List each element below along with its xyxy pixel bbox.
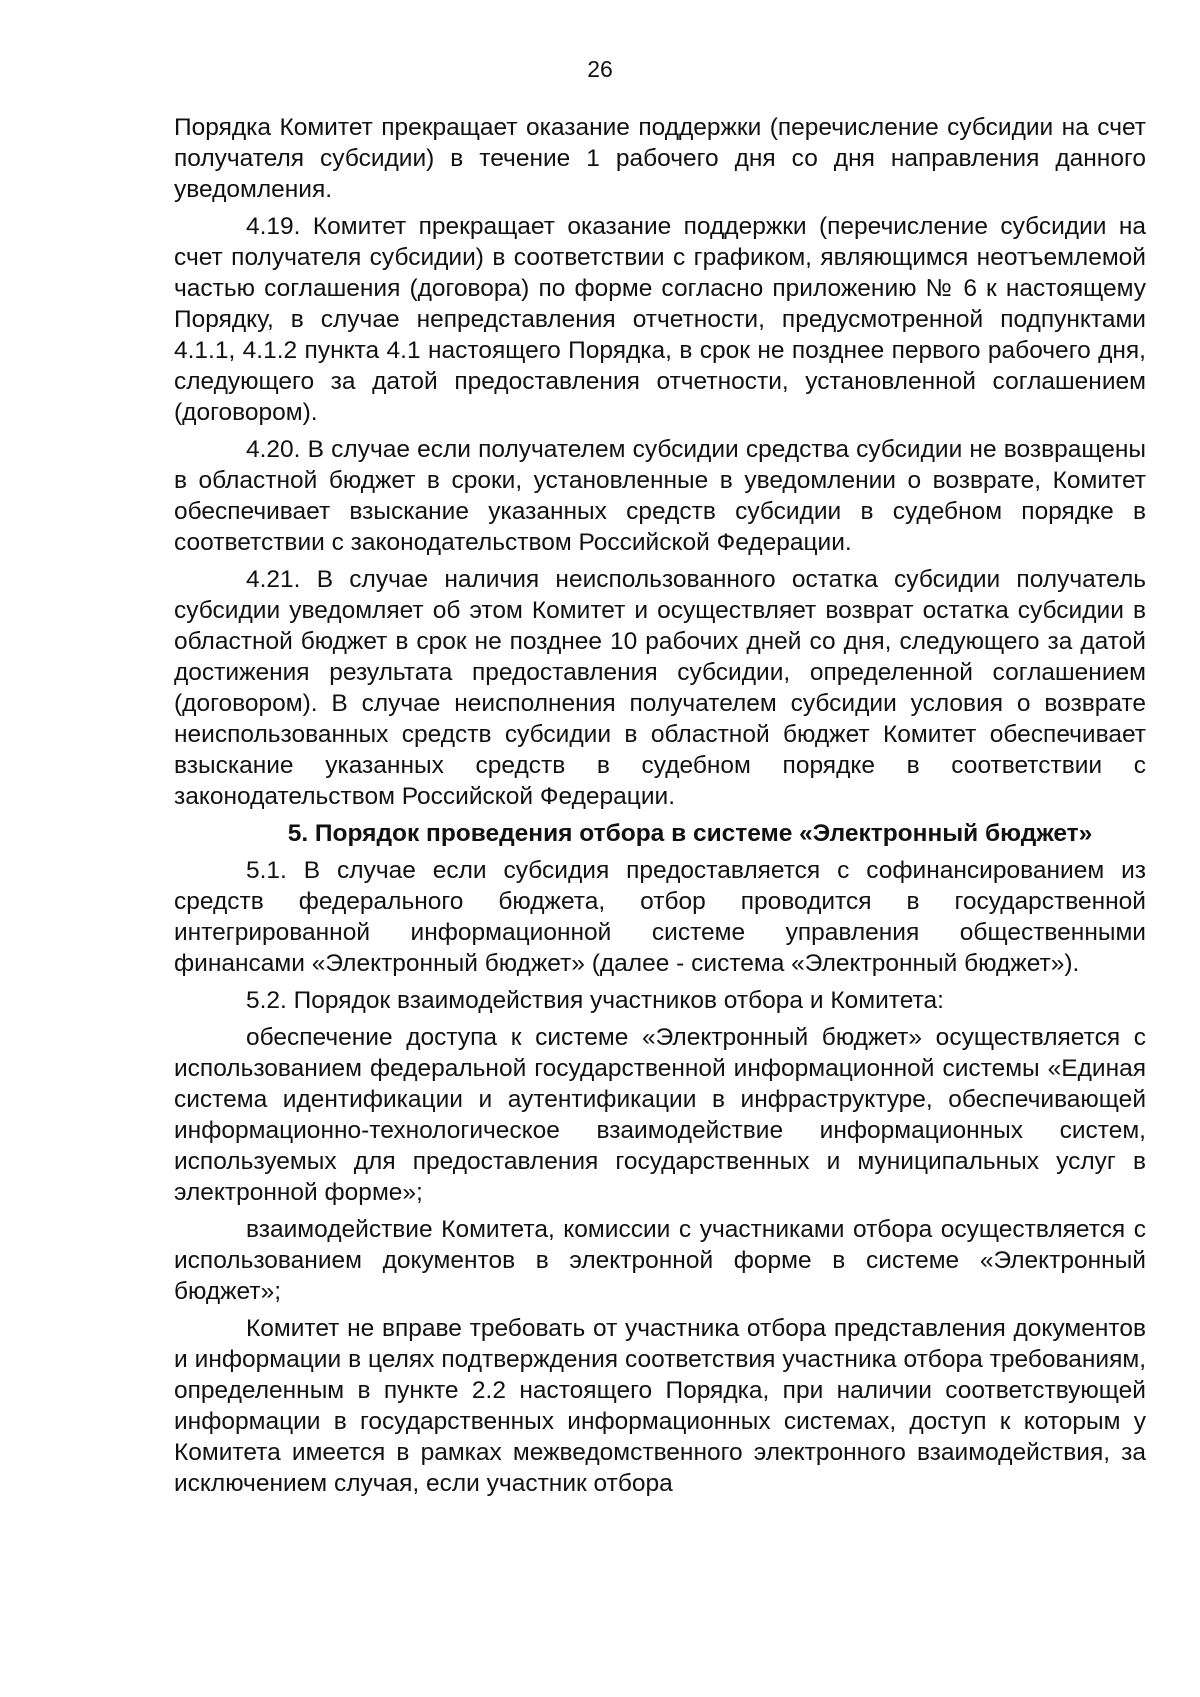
paragraph-5-1: 5.1. В случае если субсидия предоставляется с софинансированием из средств федерального бюджета, отбор проводится в государственной интегрированной информационной системе управления общественными финансами «Электронный бюджет» (далее - система «Электронный бюджет»).	[174, 857, 1146, 977]
paragraph-continuation: Порядка Комитет прекращает оказание поддержки (перечисление субсидии на счет получателя субсидии) в течение 1 рабочего дня со дня направления данного уведомления.	[174, 114, 1146, 203]
paragraph-4-21: 4.21. В случае наличия неиспользованного остатка субсидии получатель субсидии уведомляет об этом Комитет и осуществляет возврат остатка субсидии в областной бюджет в срок не позднее 10 рабочих дней со дня, следующего за датой достижения результата предоставления субсидии, определенной соглашением (договором). В случае неисполнения получателем субсидии условия о возврате неиспользованных средств субсидии в областной бюджет Комитет обеспечивает взыскание указанных средств в судебном порядке в соответствии с законодательством Российской Федерации.	[174, 566, 1146, 810]
paragraph-5-2: 5.2. Порядок взаимодействия участников отбора и Комитета:	[246, 987, 944, 1014]
paragraph-4-19: 4.19. Комитет прекращает оказание поддержки (перечисление субсидии на счет получателя субсидии) в соответствии с графиком, являющимся неотъемлемой частью соглашения (договора) по форме согласно приложению № 6 к настоящему Порядку, в случае непредставления отчетности, предусмотренной подпунктами 4.1.1, 4.1.2 пункта 4.1 настоящего Порядка, в срок не позднее первого рабочего дня, следующего за датой предоставления отчетности, установленной соглашением (договором).	[174, 213, 1146, 426]
paragraph-access-provision: обеспечение доступа к системе «Электронный бюджет» осуществляется с использованием федеральной государственной информационной системы «Единая система идентификации и аутентификации в инфраструктуре, обеспечивающей информационно-технологическое взаимодействие информационных систем, используемых для предоставления государственных и муниципальных услуг в электронной форме»;	[174, 1024, 1146, 1206]
page-number: 26	[587, 56, 613, 82]
document-body	[174, 112, 1146, 1505]
section-5-heading: 5. Порядок проведения отбора в системе «Электронный бюджет»	[287, 820, 1093, 847]
paragraph-committee-restriction: Комитет не вправе требовать от участника отбора представления документов и информации в целях подтверждения соответствия участника отбора требованиям, определенным в пункте 2.2 настоящего Порядка, при наличии соответствующей информации в государственных информационных системах, доступ к которым у Комитета имеется в рамках межведомственного электронного взаимодействия, за исключением случая, если участник отбора	[174, 1315, 1146, 1497]
paragraph-4-20: 4.20. В случае если получателем субсидии средства субсидии не возвращены в областной бюджет в сроки, установленные в уведомлении о возврате, Комитет обеспечивает взыскание указанных средств субсидии в судебном порядке в соответствии с законодательством Российской Федерации.	[174, 436, 1146, 556]
paragraph-interaction: взаимодействие Комитета, комиссии с участниками отбора осуществляется с использованием документов в электронной форме в системе «Электронный бюджет»;	[174, 1216, 1146, 1305]
